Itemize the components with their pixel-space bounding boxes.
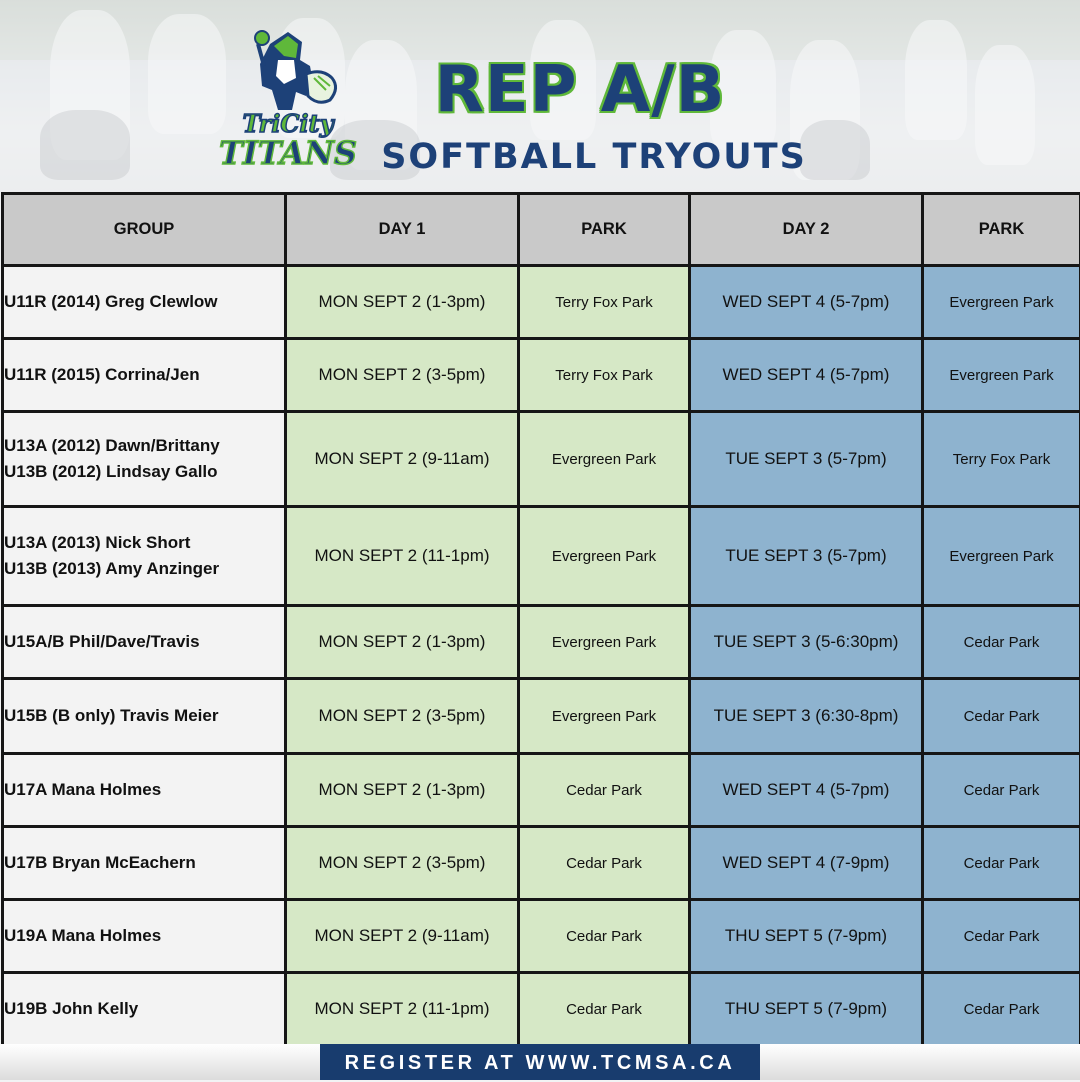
park1-cell: Evergreen Park: [519, 412, 690, 507]
group-cell: U15B (B only) Travis Meier: [3, 679, 286, 754]
table-row: [3, 507, 1080, 606]
day2-cell: THU SEPT 5 (7-9pm): [690, 900, 923, 973]
park1-cell: Evergreen Park: [519, 606, 690, 679]
table-row: [3, 266, 1080, 339]
header-banner: [0, 0, 1080, 192]
park2-cell: Cedar Park: [923, 900, 1080, 973]
day1-cell: MON SEPT 2 (1-3pm): [286, 754, 519, 827]
day1-cell: MON SEPT 2 (1-3pm): [286, 606, 519, 679]
column-header-park2: PARK: [923, 194, 1080, 266]
day1-cell: MON SEPT 2 (3-5pm): [286, 339, 519, 412]
table-row: [3, 679, 1080, 754]
day2-cell: WED SEPT 4 (7-9pm): [690, 827, 923, 900]
group-cell: U11R (2014) Greg Clewlow: [3, 266, 286, 339]
table-row: [3, 339, 1080, 412]
park1-cell: Evergreen Park: [519, 679, 690, 754]
day1-cell: MON SEPT 2 (9-11am): [286, 412, 519, 507]
park2-cell: Cedar Park: [923, 606, 1080, 679]
group-cell: U17A Mana Holmes: [3, 754, 286, 827]
park2-cell: Cedar Park: [923, 973, 1080, 1046]
tryout-schedule-table: [1, 192, 1080, 1047]
day1-cell: MON SEPT 2 (1-3pm): [286, 266, 519, 339]
park1-cell: Terry Fox Park: [519, 266, 690, 339]
column-header-park1: PARK: [519, 194, 690, 266]
day2-cell: WED SEPT 4 (5-7pm): [690, 339, 923, 412]
group-cell: U13A (2012) Dawn/Brittany U13B (2012) Lindsay Gallo: [3, 412, 286, 507]
group-cell: U19A Mana Holmes: [3, 900, 286, 973]
day2-cell: TUE SEPT 3 (5-7pm): [690, 412, 923, 507]
group-cell: U15A/B Phil/Dave/Travis: [3, 606, 286, 679]
day2-cell: TUE SEPT 3 (5-7pm): [690, 507, 923, 606]
column-header-day2: DAY 2: [690, 194, 923, 266]
svg-text:TriCity: TriCity: [242, 109, 335, 138]
park1-cell: Cedar Park: [519, 754, 690, 827]
park1-cell: Cedar Park: [519, 900, 690, 973]
day2-cell: TUE SEPT 3 (6:30-8pm): [690, 679, 923, 754]
register-link[interactable]: REGISTER AT WWW.TCMSA.CA: [320, 1044, 760, 1080]
park2-cell: Evergreen Park: [923, 507, 1080, 606]
group-cell: U19B John Kelly: [3, 973, 286, 1046]
park1-cell: Terry Fox Park: [519, 339, 690, 412]
park1-cell: Cedar Park: [519, 827, 690, 900]
park1-cell: Cedar Park: [519, 973, 690, 1046]
table-header-row: [3, 194, 1080, 266]
table-row: [3, 754, 1080, 827]
table-row: [3, 973, 1080, 1046]
day2-cell: WED SEPT 4 (5-7pm): [690, 266, 923, 339]
park2-cell: Evergreen Park: [923, 339, 1080, 412]
page-subtitle: SOFTBALL TRYOUTS: [380, 136, 808, 178]
table-row: [3, 412, 1080, 507]
park1-cell: Evergreen Park: [519, 507, 690, 606]
park2-cell: Terry Fox Park: [923, 412, 1080, 507]
day1-cell: MON SEPT 2 (3-5pm): [286, 679, 519, 754]
day1-cell: MON SEPT 2 (11-1pm): [286, 507, 519, 606]
page-title: REP A/B: [380, 52, 780, 128]
tricity-titans-logo: [218, 26, 358, 178]
park2-cell: Evergreen Park: [923, 266, 1080, 339]
table-row: [3, 827, 1080, 900]
day1-cell: MON SEPT 2 (3-5pm): [286, 827, 519, 900]
day1-cell: MON SEPT 2 (9-11am): [286, 900, 519, 973]
day2-cell: WED SEPT 4 (5-7pm): [690, 754, 923, 827]
table-row: [3, 900, 1080, 973]
day2-cell: THU SEPT 5 (7-9pm): [690, 973, 923, 1046]
group-cell: U13A (2013) Nick Short U13B (2013) Amy Anzinger: [3, 507, 286, 606]
column-header-day1: DAY 1: [286, 194, 519, 266]
column-header-group: GROUP: [3, 194, 286, 266]
day2-cell: TUE SEPT 3 (5-6:30pm): [690, 606, 923, 679]
park2-cell: Cedar Park: [923, 679, 1080, 754]
group-cell: U17B Bryan McEachern: [3, 827, 286, 900]
park2-cell: Cedar Park: [923, 827, 1080, 900]
park2-cell: Cedar Park: [923, 754, 1080, 827]
svg-text:TITANS: TITANS: [219, 134, 357, 172]
table-row: [3, 606, 1080, 679]
day1-cell: MON SEPT 2 (11-1pm): [286, 973, 519, 1046]
group-cell: U11R (2015) Corrina/Jen: [3, 339, 286, 412]
